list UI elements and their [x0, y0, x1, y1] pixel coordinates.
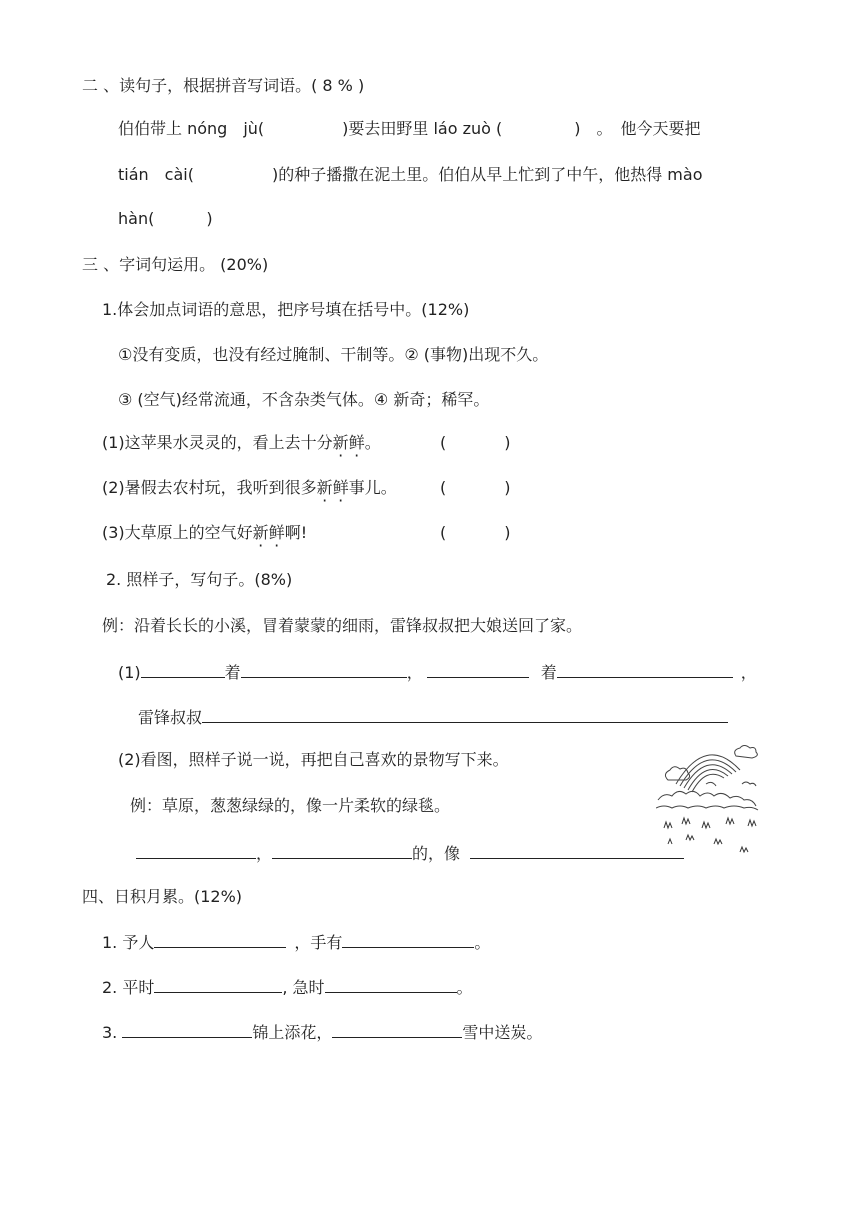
- dotted-char: 鲜: [332, 478, 349, 497]
- text: , 急时: [282, 978, 325, 997]
- sec2-paragraph-line-1: [118, 118, 701, 140]
- blank[interactable]: [325, 976, 457, 993]
- fill-line-1: [118, 661, 757, 684]
- dotted-char: 新: [316, 478, 333, 497]
- blank[interactable]: [154, 931, 286, 948]
- rainbow-grassland-image: [656, 740, 772, 858]
- blank[interactable]: [272, 842, 412, 859]
- text: 。: [456, 978, 473, 997]
- saying-1: [102, 931, 490, 954]
- section-2-title: 二 、读句子，根据拼音写词语。( 8 % ): [82, 76, 365, 95]
- sentence-1: [102, 432, 381, 454]
- blank[interactable]: [136, 842, 256, 859]
- sec2-paragraph-line-2: [118, 164, 702, 186]
- sentence-text: (2)暑假去农村玩，我听到很多: [102, 478, 317, 497]
- section-3-title: 三 、字词句运用。 (20%): [82, 255, 269, 274]
- text: 2. 平时: [102, 978, 155, 997]
- blank[interactable]: [470, 842, 684, 859]
- fill-line-2: [138, 706, 728, 729]
- paren-open: (: [440, 433, 447, 452]
- example-2: 例：草原，葱葱绿绿的，像一片柔软的绿毯。: [130, 796, 451, 815]
- question-2-title: 2. 照样子，写句子。(8%): [106, 570, 293, 589]
- saying-3: [102, 1021, 542, 1044]
- paren-open: (: [440, 478, 447, 497]
- paren-close: ): [504, 478, 511, 497]
- sentence-2: [102, 477, 397, 499]
- sentence-text: (1)这苹果水灵灵的，看上去十分: [102, 433, 333, 452]
- text: 着: [540, 663, 557, 682]
- blank[interactable]: [202, 706, 728, 723]
- dotted-char: 新: [252, 523, 269, 542]
- text: ): [206, 209, 213, 228]
- text: 着: [224, 663, 241, 682]
- answer-paren-3[interactable]: [440, 522, 511, 544]
- blank[interactable]: [427, 661, 529, 678]
- dotted-char: 鲜: [268, 523, 285, 542]
- meanings-line-2: ③ (空气)经常流通，不含杂类气体。④ 新奇；稀罕。: [118, 390, 490, 409]
- text: )要去田野里 láo zuò (: [342, 119, 503, 138]
- blank[interactable]: [241, 661, 407, 678]
- meanings-line-1: ①没有变质，也没有经过腌制、干制等。② (事物)出现不久。: [118, 345, 549, 364]
- text: 1. 予人: [102, 933, 155, 952]
- sentence-text: 啊!: [284, 523, 308, 542]
- dotted-char: 鲜: [348, 433, 365, 452]
- item-label: (1): [118, 663, 141, 682]
- text: tián cài(: [118, 165, 194, 184]
- text: 雷锋叔叔: [138, 708, 203, 727]
- example-sentence: 例：沿着长长的小溪，冒着蒙蒙的细雨，雷锋叔叔把大娘送回了家。: [102, 616, 583, 635]
- paren-open: (: [440, 523, 447, 542]
- blank[interactable]: [342, 931, 474, 948]
- sec2-paragraph-line-3: [118, 208, 213, 230]
- sentence-text: (3)大草原上的空气好: [102, 523, 253, 542]
- dotted-char: 新: [332, 433, 349, 452]
- text: 3.: [102, 1023, 123, 1042]
- answer-paren-1[interactable]: [440, 432, 511, 454]
- text: 伯伯带上 nóng jù(: [118, 119, 265, 138]
- text: 锦上添花，: [252, 1023, 333, 1042]
- blank[interactable]: [154, 976, 282, 993]
- sentence-text: 。: [364, 433, 381, 452]
- text: ，: [406, 663, 423, 682]
- blank[interactable]: [122, 1021, 252, 1038]
- question-1-title: 1.体会加点词语的意思，把序号填在括号中。(12%): [102, 300, 470, 319]
- text: 。: [474, 933, 491, 952]
- section-4-title: 四、日积月累。(12%): [82, 887, 243, 906]
- text: 的，像: [412, 844, 461, 863]
- blank[interactable]: [332, 1021, 462, 1038]
- text: hàn(: [118, 209, 155, 228]
- text: ，: [740, 663, 757, 682]
- text: 雪中送炭。: [462, 1023, 543, 1042]
- answer-paren-2[interactable]: [440, 477, 511, 499]
- text: ，: [256, 844, 273, 863]
- paren-close: ): [504, 433, 511, 452]
- fill-line-3: [136, 842, 684, 865]
- text: ，手有: [294, 933, 343, 952]
- sentence-3: [102, 522, 307, 544]
- blank[interactable]: [141, 661, 225, 678]
- text: )的种子播撒在泥土里。伯伯从早上忙到了中午，他热得 mào: [271, 165, 703, 184]
- blank[interactable]: [557, 661, 733, 678]
- saying-2: [102, 976, 473, 999]
- text: ) 。 他今天要把: [574, 119, 701, 138]
- paren-close: ): [504, 523, 511, 542]
- picture-instruction: (2)看图，照样子说一说，再把自己喜欢的景物写下来。: [118, 750, 509, 769]
- sentence-text: 事儿。: [348, 478, 397, 497]
